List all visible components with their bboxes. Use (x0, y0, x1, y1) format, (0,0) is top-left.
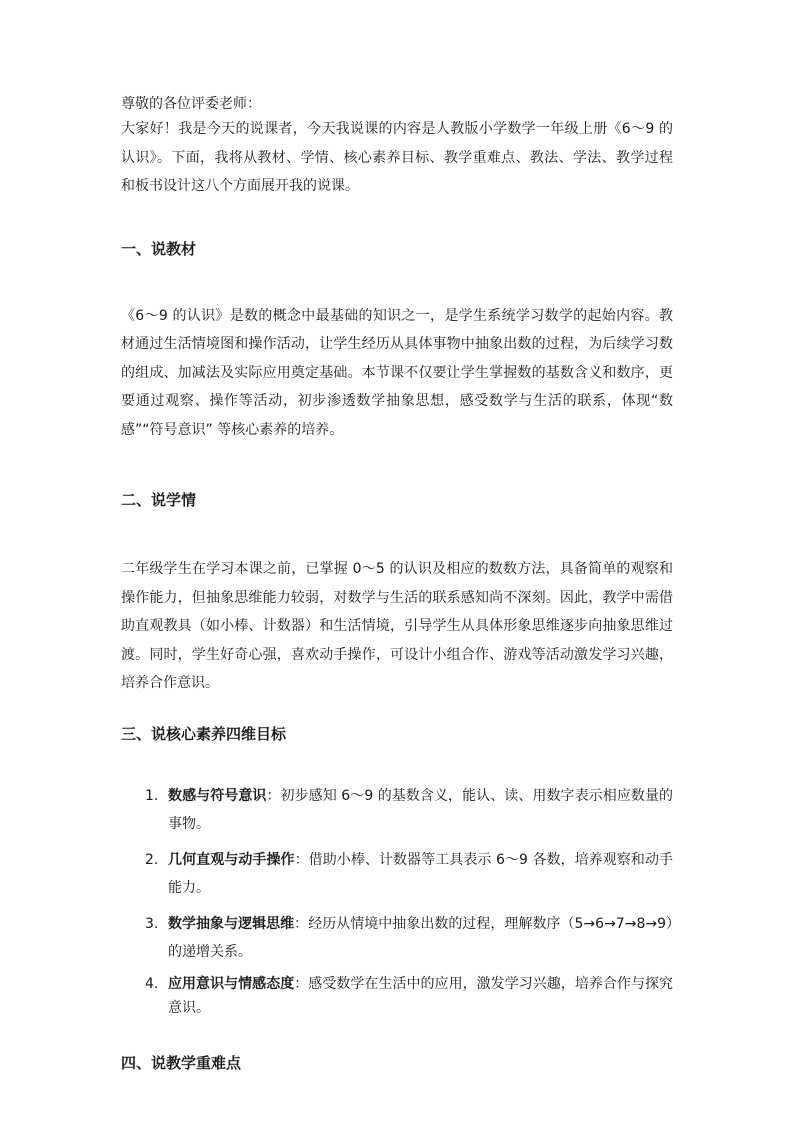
goal-number: 3. (145, 915, 159, 932)
greeting: 尊敬的各位评委老师： (121, 96, 261, 112)
section-body-students: 二年级学生在学习本课之前，已掌握 0～5 的认识及相应的数数方法，具备简单的观察和操作能力，但抽象思维能力较弱，对数学与生活的联系感知尚不深刻。因此，教学中需借助直观教具（如小棒、计数器）和生活情境，引导学生从具体形象思维逐步向抽象思维过渡。同时，学生好奇心强，喜欢动手操作，可设计小组合作、游戏等活动激发学习兴趣，培养合作意识。 (121, 561, 673, 691)
goal-item (145, 846, 673, 903)
goal-term: 几何直观与动手操作 (168, 851, 295, 868)
goal-term: 数学抽象与逻辑思维 (168, 915, 295, 932)
goals-list (121, 782, 673, 1021)
goal-number: 1. (145, 787, 159, 804)
goal-number: 4. (145, 975, 159, 992)
section-heading-goals: 三、说核心素养四维目标 (121, 724, 287, 743)
section-heading-students: 二、说学情 (121, 491, 197, 509)
goal-item (145, 910, 673, 967)
document-content (121, 93, 673, 1075)
section-body-textbook: 《6～9 的认识》是数的概念中最基础的知识之一，是学生系统学习数学的起始内容。教材通过生活情境图和操作活动，让学生经历从具体事物中抽象出数的过程，为后续学习数的组成、加减法及实际应用奠定基础。本节课不仅要让学生掌握数的基数含义和数序，更要通过观察、操作等活动，初步渗透数学抽象思想，感受数学与生活的联系，体现“数感”“符号意识” 等核心素养的培养。 (121, 307, 673, 438)
goal-item (145, 782, 673, 839)
goal-text: ：初步感知 6～9 的基数含义，能认、读、用数字表示相应数量的事物。 (168, 787, 674, 832)
goal-text: ：经历从情境中抽象出数的过程，理解数序（5→6→7→8→9）的递增关系。 (168, 915, 674, 960)
goal-term: 数感与符号意识 (168, 787, 267, 804)
intro-paragraph: 大家好！我是今天的说课者，今天我说课的内容是人教版小学数学一年级上册《6～9 的认识》。下面，我将从教材、学情、核心素养目标、教学重难点、教法、学法、教学过程和板书设计这八个方面展开我的说课。 (121, 121, 673, 194)
goal-text: ：借助小棒、计数器等工具表示 6～9 各数，培养观察和动手能力。 (168, 851, 674, 896)
section-heading-textbook: 一、说教材 (121, 239, 197, 258)
goal-item (145, 972, 673, 1021)
goal-text: ：感受数学在生活中的应用，激发学习兴趣，培养合作与探究意识。 (168, 975, 674, 1016)
goal-term: 应用意识与情感态度 (168, 975, 295, 992)
goal-number: 2. (145, 851, 159, 868)
section-heading-key-points: 四、说教学重难点 (121, 1053, 242, 1072)
